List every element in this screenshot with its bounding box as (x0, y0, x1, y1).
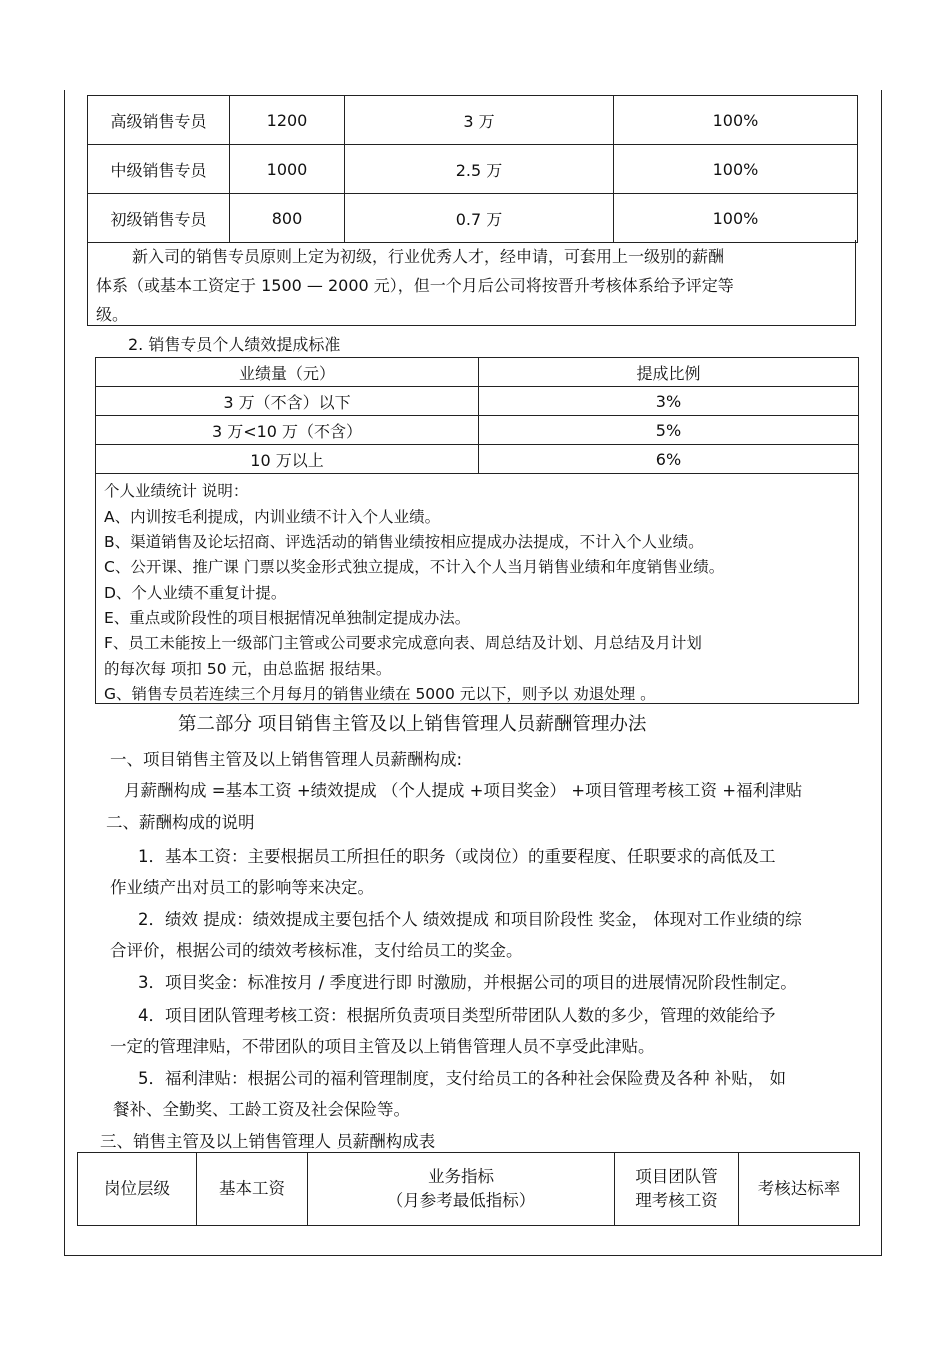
part2-title: 第二部分 项目销售主管及以上销售管理人员薪酬管理办法 (178, 714, 647, 735)
manager-salary-table (77, 1152, 860, 1226)
note-line: 级。 (96, 305, 129, 324)
stats-title: 个人业绩统计 说明： (104, 482, 249, 500)
performance-range: 3 万<10 万（不含） (96, 416, 479, 445)
level-name: 高级销售专员 (88, 96, 230, 145)
table-row (88, 194, 858, 243)
performance-range: 10 万以上 (96, 445, 479, 474)
stats-item: D、个人业绩不重复计提。 (104, 584, 287, 602)
paragraph-line: 合评价，根据公司的绩效考核标准，支付给员工的奖金。 (110, 941, 523, 960)
level-table (87, 95, 858, 243)
stats-item: G、销售专员若连续三个月每月的销售业绩在 5000 元以下，则予以 劝退处理 。 (104, 685, 656, 703)
column-header: 业绩量（元） (96, 358, 479, 387)
stats-item: B、渠道销售及论坛招商、评选活动的销售业绩按相应提成办法提成，不计入个人业绩。 (104, 533, 704, 551)
base-salary: 800 (230, 194, 345, 243)
stats-item: E、重点或阶段性的项目根据情况单独制定提成办法。 (104, 609, 471, 627)
stats-item: F、员工未能按上一级部门主管或公司要求完成意向表、周总结及计划、月总结及月计划 (104, 634, 702, 652)
header-line: 项目团队管 (635, 1167, 718, 1186)
target: 0.7 万 (345, 194, 614, 243)
header-line: 理考核工资 (635, 1191, 718, 1210)
paragraph-line: 1．基本工资：主要根据员工所担任的职务（或岗位）的重要程度、任职要求的高低及工 (138, 847, 776, 866)
table-row (96, 387, 859, 416)
paragraph-line: 4．项目团队管理考核工资：根据所负责项目类型所带团队人数的多少，管理的效能给予 (138, 1006, 776, 1025)
table-row (88, 145, 858, 194)
paragraph-line: 作业绩产出对员工的影响等来决定。 (110, 878, 374, 897)
stats-note (95, 473, 859, 704)
rate: 100% (614, 194, 858, 243)
note-line: 体系（或基本工资定于 1500 — 2000 元），但一个月后公司将按晋升考核体系给予评定等 (96, 276, 734, 295)
rate: 100% (614, 96, 858, 145)
commission-heading: 2. 销售专员个人绩效提成标准 (128, 335, 341, 354)
paragraph-line: 一定的管理津贴，不带团队的项目主管及以上销售管理人员不享受此津贴。 (110, 1037, 655, 1056)
table-header-row (78, 1153, 860, 1226)
note-line: 新入司的销售专员原则上定为初级，行业优秀人才，经申请，可套用上一级别的薪酬 (132, 247, 725, 266)
commission-table (95, 357, 859, 474)
commission-rate: 6% (479, 445, 859, 474)
salary-formula: 月薪酬构成 =基本工资 +绩效提成 （个人提成 +项目奖金） +项目管理考核工资 +福利津贴 (124, 781, 803, 800)
column-header: 提成比例 (479, 358, 859, 387)
column-header: 基本工资 (197, 1153, 308, 1226)
commission-rate: 3% (479, 387, 859, 416)
table-row (96, 416, 859, 445)
column-header: 岗位层级 (78, 1153, 197, 1226)
table-row (96, 445, 859, 474)
level-note (87, 240, 856, 326)
level-name: 初级销售专员 (88, 194, 230, 243)
base-salary: 1200 (230, 96, 345, 145)
table-header-row (96, 358, 859, 387)
section-heading: 一、项目销售主管及以上销售管理人员薪酬构成: (110, 750, 463, 769)
target: 3 万 (345, 96, 614, 145)
table-row (88, 96, 858, 145)
target: 2.5 万 (345, 145, 614, 194)
commission-rate: 5% (479, 416, 859, 445)
paragraph-line: 2．绩效 提成：绩效提成主要包括个人 绩效提成 和项目阶段性 奖金， 体现对工作业绩的综 (138, 910, 802, 929)
section-heading: 二、薪酬构成的说明 (106, 813, 255, 832)
section-heading: 三、销售主管及以上销售管理人 员薪酬构成表 (100, 1132, 436, 1151)
paragraph-line: 3．项目奖金：标准按月 / 季度进行即 时激励，并根据公司的项目的进展情况阶段性制定。 (138, 973, 797, 992)
stats-item: A、内训按毛利提成，内训业绩不计入个人业绩。 (104, 508, 441, 526)
paragraph-line: 5．福利津贴：根据公司的福利管理制度，支付给员工的各种社会保险费及各种 补贴， 如 (138, 1069, 786, 1088)
stats-item: 的每次每 项扣 50 元，由总监据 报结果。 (104, 660, 392, 678)
base-salary: 1000 (230, 145, 345, 194)
rate: 100% (614, 145, 858, 194)
column-header: 考核达标率 (739, 1153, 860, 1226)
header-line: （月参考最低指标） (386, 1191, 536, 1210)
column-header-team-mgmt-pay (615, 1153, 739, 1226)
paragraph-line: 餐补、全勤奖、工龄工资及社会保险等。 (113, 1100, 410, 1119)
header-line: 业务指标 (428, 1167, 494, 1186)
stats-item: C、公开课、推广课 门票以奖金形式独立提成，不计入个人当月销售业绩和年度销售业绩。 (104, 558, 725, 576)
level-name: 中级销售专员 (88, 145, 230, 194)
column-header-business-target (308, 1153, 615, 1226)
performance-range: 3 万（不含）以下 (96, 387, 479, 416)
